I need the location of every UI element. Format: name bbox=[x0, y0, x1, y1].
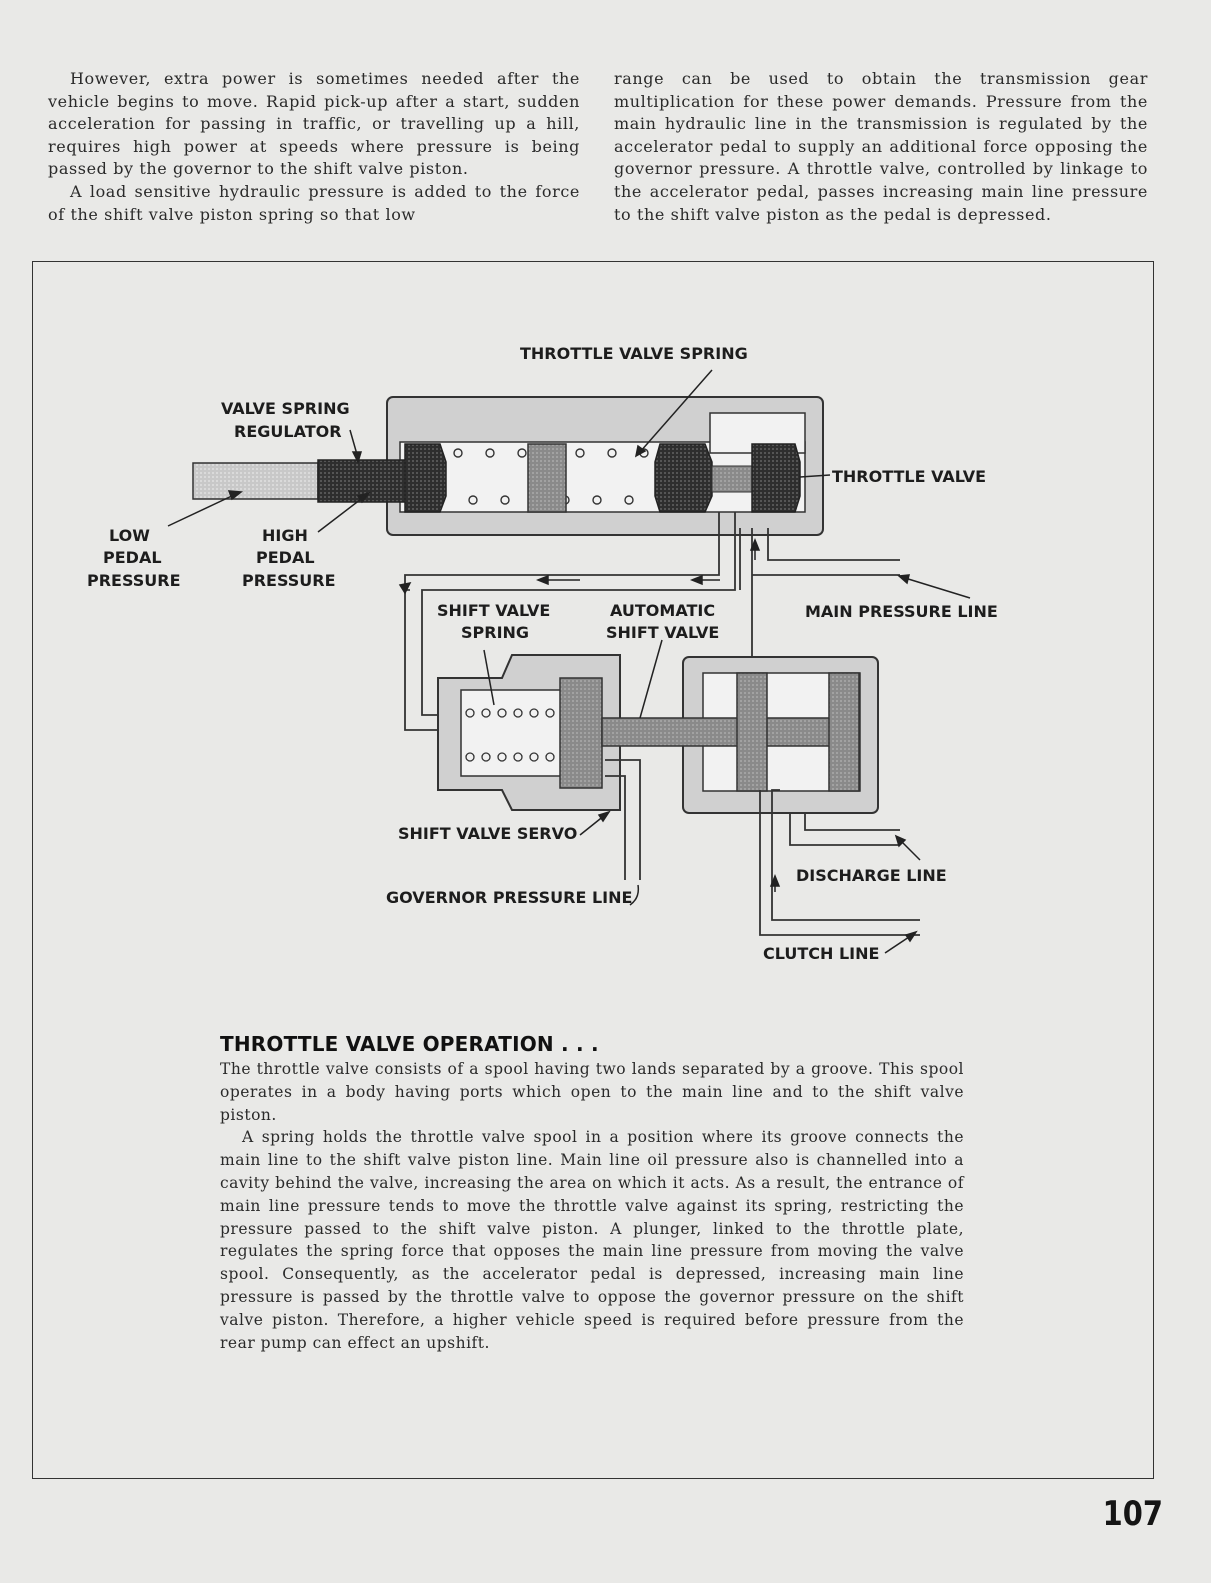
label-discharge-line: DISCHARGE LINE bbox=[796, 866, 947, 885]
caption-body bbox=[220, 1058, 964, 1354]
caption-title: THROTTLE VALVE OPERATION . . . bbox=[220, 1032, 599, 1056]
label-low-pedal-2: PEDAL bbox=[103, 548, 162, 567]
intro-paragraph-1: However, extra power is sometimes needed after the vehicle begins to move. Rapid pick-up after a start, sudden acceleration for passing in traffic, or travelling up a hill, requires high power at speeds where pressure is being passed by the governor to the shift valve piston. bbox=[48, 69, 580, 179]
label-governor-pressure-line: GOVERNOR PRESSURE LINE bbox=[386, 888, 633, 907]
intro-paragraph-2: A load sensitive hydraulic pressure is added to the force of the shift valve piston spring so that low bbox=[48, 181, 580, 224]
label-valve-spring-regulator-1: VALVE SPRING bbox=[221, 399, 350, 418]
label-low-pedal-3: PRESSURE bbox=[87, 571, 181, 590]
label-throttle-valve: THROTTLE VALVE bbox=[832, 467, 987, 486]
label-low-pedal-1: LOW bbox=[109, 526, 150, 545]
intro-paragraph-3: range can be used to obtain the transmission gear multiplication for these power demands. Pressure from the main hydraulic line in the transmission is regulated by the accelerator pedal to supply an additional force opposing the governor pressure. A throttle valve, controlled by linkage to the accelerator pedal, passes increasing main line pressure to the shift valve piston as the pedal is depressed. bbox=[614, 69, 1148, 224]
label-automatic-shift-valve-2: SHIFT VALVE bbox=[606, 623, 720, 642]
label-shift-valve-spring-2: SPRING bbox=[461, 623, 530, 642]
label-high-pedal-3: PRESSURE bbox=[242, 571, 336, 590]
label-high-pedal-2: PEDAL bbox=[256, 548, 315, 567]
caption-paragraph-1: The throttle valve consists of a spool having two lands separated by a groove. This spool operates in a body having ports which open to the main line and to the shift valve piston. bbox=[220, 1060, 964, 1124]
caption bbox=[220, 1032, 964, 1354]
label-shift-valve-servo: SHIFT VALVE SERVO bbox=[398, 824, 578, 843]
label-valve-spring-regulator-2: REGULATOR bbox=[234, 422, 342, 441]
spring-seat bbox=[528, 444, 566, 512]
plunger-rod bbox=[193, 463, 318, 499]
label-automatic-shift-valve-1: AUTOMATIC bbox=[610, 601, 716, 620]
shift-valve-servo-body bbox=[438, 655, 620, 810]
label-throttle-valve-spring: THROTTLE VALVE SPRING bbox=[520, 344, 748, 363]
label-shift-valve-spring-1: SHIFT VALVE bbox=[437, 601, 551, 620]
caption-paragraph-2: A spring holds the throttle valve spool in a position where its groove connects the main line to the shift valve piston line. Main line oil pressure also is channelled into a cavity behind the valve, increasing the area on which it acts. As a result, the entrance of main line pressure tends to move the throttle valve against its spring, restricting the pressure passed to the shift valve piston. A plunger, linked to the throttle plate, regulates the spring force that opposes the main line pressure from moving the valve spool. Consequently, as the accelerator pedal is depressed, increasing main line pressure is passed by the throttle valve to oppose the governor pressure on the shift valve piston. Therefore, a higher vehicle speed is required before pressure from the rear pump can effect an upshift. bbox=[220, 1128, 964, 1352]
label-clutch-line: CLUTCH LINE bbox=[763, 944, 880, 963]
label-main-pressure-line: MAIN PRESSURE LINE bbox=[805, 602, 998, 621]
regulator-land bbox=[405, 444, 446, 512]
label-high-pedal-1: HIGH bbox=[262, 526, 308, 545]
page-number: 107 bbox=[1102, 1494, 1163, 1534]
